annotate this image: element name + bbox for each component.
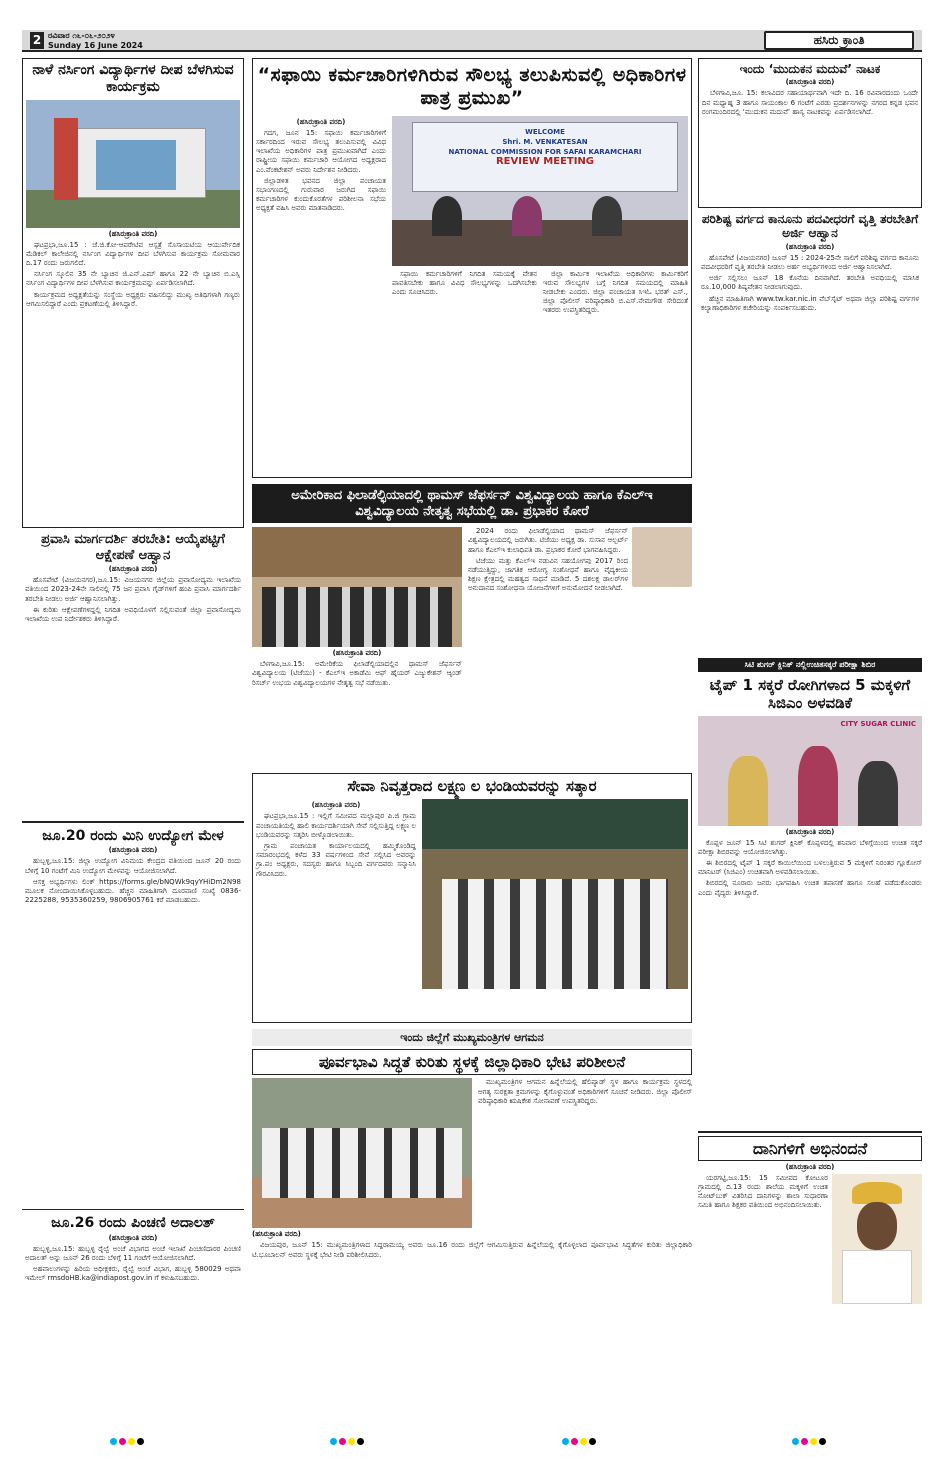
paragraph: ಮುಖ್ಯಮಂತ್ರಿಗಳ ಆಗಮನ ಹಿನ್ನೆಲೆಯಲ್ಲಿ ಹೆಲಿಪ್ಯಾಡ್ ಸ್ಥಳ ಹಾಗೂ ಕಾರ್ಯಕ್ರಮ ಸ್ಥಳದಲ್ಲಿ ಅಗತ್ಯ ಸುರಕ್ಷತಾ ಕ್ರಮಗಳನ್ನು ಕೈಗೊಳ್ಳುವಂತೆ ಅಧಿಕಾರಿಗಳಿಗೆ ಸೂಚನೆ ನೀಡಿದರು. ಜಿಲ್ಲಾ ಪೊಲೀಸ್ ವರಿಷ್ಠಾಧಿಕಾರಿ ಋಷಿಕೇಶ ಸೋನಾವಣೆ ಉಪಸ್ಥಿತರಿದ್ದರು. bbox=[478, 1078, 692, 1105]
article-sugar-camp bbox=[698, 658, 922, 1128]
paragraph: ಬೆಳಗಾವಿ,ಜೂ.15: ಅಮೇರಿಕೆಯ ಫಿಲಾಡೆಲ್ಫಿಯಾದಲ್ಲಿನ ಥಾಮಸ್ ಜೆಫರ್ಸನ್ ವಿಶ್ವವಿದ್ಯಾಲಯ (ಟಿಜೆಯು) - ಕೆಎಲ್‌ಇ ಅಕಾಡೆಮಿ ಆಫ್ ಹೈಯರ್ ಎಜ್ಯುಕೇಶನ್ ಆ್ಯಂಡ್ ರಿಸರ್ಚ್ ಉಭಯ ವಿಶ್ವವಿದ್ಯಾಲಯಗಳ ನೇತೃತ್ವ ಸಭೆ ನಡೆಯಿತು. bbox=[252, 660, 462, 687]
camp-photo bbox=[698, 716, 922, 826]
article-retirement bbox=[252, 773, 692, 1023]
credit: (ಹಸಿರುಕ್ರಾಂತಿ ವರದಿ) bbox=[332, 649, 382, 658]
paragraph: ಆಸಕ್ತ ಅಭ್ಯರ್ಥಿಗಳು ಲಿಂಕ್ https://forms.gle/bNQWk9qyYHiDm2N98 ಮೂಲಕ ನೋಂದಾಯಿಸಿಕೊಳ್ಳಬಹುದು. ಹೆಚ್ಚಿನ ಮಾಹಿತಿಗಾಗಿ ದೂರವಾಣಿ ಸಂಖ್ಯೆ 0836-2225288, 9535360259, 9806905761 ಕರೆ ಮಾಡಬಹುದು. bbox=[25, 877, 241, 905]
paragraph: ಹುಬ್ಬಳ್ಳಿ,ಜೂ.15: ಜಿಲ್ಲಾ ಉದ್ಯೋಗ ವಿನಿಮಯ ಕೇಂದ್ರದ ವತಿಯಿಂದ ಜೂನ್ 20 ರಂದು ಬೆಳಿಗ್ಗೆ 10 ಗಂಟೆಗೆ ಮಿನಿ ಉದ್ಯೋಗ ಮೇಳವನ್ನು ಆಯೋಜಿಸಲಾಗಿದೆ. bbox=[25, 857, 241, 875]
kicker: ಇಂದು ಜಿಲ್ಲೆಗೆ ಮುಖ್ಯಮಂತ್ರಿಗಳ ಆಗಮನ bbox=[252, 1029, 692, 1046]
headline: ದಾನಿಗಳಿಗೆ ಅಭಿನಂದನೆ bbox=[698, 1136, 922, 1161]
paragraph: ನರ್ಸಿಂಗ ಸ್ಕೂಲಿನ 35 ನೇ ಬ್ಯಾಚಿನ ಜಿ.ಎನ್.ಎಮ್ ಹಾಗೂ 22 ನೇ ಬ್ಯಾಚಿನ ಬಿ.ಎಸ್ಸಿ ನರ್ಸಿಂಗ ವಿದ್ಯಾರ್ಥಿಗಳ ದೀಪ ಬೆಳಗಿಸುವ ಕಾರ್ಯಕ್ರಮವನ್ನು ಏರ್ಪಡಿಸಲಾಗಿದೆ. bbox=[26, 270, 240, 288]
headline: ಸೇವಾ ನಿವೃತ್ತರಾದ ಲಕ್ಷ್ಮಣ ಲ ಭಂಡಿಯವರನ್ನು ಸತ್ಕಾರ bbox=[347, 777, 597, 796]
article-body bbox=[25, 857, 241, 905]
article-safai bbox=[252, 58, 692, 478]
article-body bbox=[256, 116, 386, 316]
registration-marks bbox=[330, 1438, 364, 1445]
credit: (ಹಸಿರುಕ್ರಾಂತಿ ವರದಿ) bbox=[785, 827, 835, 836]
credit: (ಹಸಿರುಕ್ರಾಂತಿ ವರದಿ) bbox=[785, 78, 835, 87]
headline: ಪ್ರವಾಸಿ ಮಾರ್ಗದರ್ಶಿ ತರಬೇತಿ: ಆಯ್ಕೆಪಟ್ಟಿಗೆ ಆಕ್ಷೇಪಣೆ ಆಹ್ವಾನ bbox=[41, 532, 225, 563]
paragraph: ಸಫಾಯಿ ಕರ್ಮಚಾರಿಗಳಿಗೆ ನಿಗದಿತ ಸಮಯಕ್ಕೆ ವೇತನ ಪಾವತಿಸಬೇಕು ಹಾಗೂ ವಿವಿಧ ಸೌಲಭ್ಯಗಳನ್ನು ಒದಗಿಸಬೇಕು ಎಂದು ಸೂಚಿಸಿದರು. bbox=[392, 269, 537, 296]
date-kannada: ರವಿವಾರ ೧೬-೦೬-೨೦೨೪ bbox=[48, 31, 115, 40]
credit: (ಹಸಿರುಕ್ರಾಂತಿ ವರದಿ) bbox=[296, 117, 346, 126]
article-donors bbox=[698, 1136, 922, 1366]
date-english: Sunday 16 June 2024 bbox=[48, 41, 143, 50]
article-tourist-guide bbox=[22, 528, 244, 818]
delegation-group-photo bbox=[252, 527, 462, 647]
headline: ಇಂದು ‘ಮುದುಕನ ಮದುವೆ’ ನಾಟಕ bbox=[739, 62, 881, 76]
article-nursing bbox=[22, 58, 244, 528]
paragraph: ಘಟಪ್ರಭಾ,ಜೂ.15 : ಜೆ.ಜಿ.ಕೋ-ಆಪರೇಟಿವ ಆಸ್ಪತ್ರೆ ಸೊಸಾಯಟಿಯ ಆಯುರ್ವೇದಿಕ ಮೆಡಿಕಲ್ ಕಾಲೇಜಿನಲ್ಲಿ ನರ್ಸಿಂಗ ವಿದ್ಯಾರ್ಥಿಗಳ ದೀಪ ಬೆಳಗಿಸುವ ಕಾರ್ಯಕ್ರಮ ಸೋಮವಾರ ದಿ.17 ರಂದು ಜರುಗಲಿದೆ. bbox=[26, 240, 240, 267]
paragraph: ಶಿಬಿರದಲ್ಲಿ ನೂರಾರು ಜನರು ಭಾಗವಹಿಸಿ ಉಚಿತ ತಪಾಸಣೆ ಹಾಗೂ ಸಲಹೆ ಪಡೆದುಕೊಂಡರು ಎಂದು ವೈದ್ಯರು ತಿಳಿಸಿದ್ದಾರೆ. bbox=[698, 879, 922, 897]
article-body bbox=[25, 576, 241, 624]
paragraph: ಅಹವಾಲುಗಳನ್ನು ಹಿರಿಯ ಅಧೀಕ್ಷಕರು, ರೈಲ್ವೆ ಅಂಚೆ ವಿಭಾಗ, ಹುಬ್ಬಳ್ಳಿ 580029 ಅಥವಾ ಇಮೇಲ್ rmsdoHB.ka@indiapost.gov.in ಗೆ ಕಳುಹಿಸಬಹುದು. bbox=[25, 1265, 241, 1283]
college-building-photo bbox=[26, 100, 240, 228]
paragraph: ಜಿಲ್ಲಾ ಕಾರ್ಮಿಕ ಇಲಾಖೆಯ ಅಧಿಕಾರಿಗಳು ಕಾರ್ಮಿಕರಿಗೆ ಇರುವ ಸೌಲಭ್ಯಗಳ ಬಗ್ಗೆ ನಿಗದಿತ ಸಮಯದಲ್ಲಿ ಮಾಹಿತಿ ನೀಡಬೇಕು ಎಂದರು. ಜಿಲ್ಲಾ ಪಂಚಾಯತ ಸಿಇಓ ಭರತ್ ಎಸ್., ಜಿಲ್ಲಾ ಪೊಲೀಸ್ ವರಿಷ್ಠಾಧಿಕಾರಿ ಬಿ.ಎಸ್.ನೇಮಗೌಡ ಸೇರಿದಂತೆ ಇತರರು ಉಪಸ್ಥಿತರಿದ್ದರು. bbox=[543, 269, 688, 315]
paragraph: ವಿಜಯಪುರ, ಜೂನ್ 15: ಮುಖ್ಯಮಂತ್ರಿಗಳಾದ ಸಿದ್ದರಾಮಯ್ಯ ಅವರು ಜೂ.16 ರಂದು ಜಿಲ್ಲೆಗೆ ಆಗಮಿಸುತ್ತಿರುವ ಹಿನ್ನೆಲೆಯಲ್ಲಿ ಕೈಗೊಳ್ಳಲಾದ ಪೂರ್ವಭಾವಿ ಸಿದ್ಧತೆಗಳ ಕುರಿತು ಜಿಲ್ಲಾಧಿಕಾರಿ ಟಿ.ಭೂಬಾಲನ್ ಅವರು ಸ್ಥಳಕ್ಕೆ ಭೇಟಿ ನೀಡಿ ಪರಿಶೀಲಿಸಿದರು. bbox=[252, 1241, 692, 1259]
headline: ಟೈಪ್ 1 ಸಕ್ಕರೆ ರೋಗಿಗಳಾದ 5 ಮಕ್ಕಳಿಗೆ ಸಿಜಿಎಂ ಅಳವಡಿಕೆ bbox=[709, 675, 911, 712]
article-body bbox=[252, 660, 462, 688]
article-drama bbox=[698, 58, 922, 208]
credit: (ಹಸಿರುಕ್ರಾಂತಿ ವರದಿ) bbox=[108, 565, 158, 574]
masthead-logo: ಹಸಿರು ಕ್ರಾಂತಿ bbox=[764, 31, 914, 50]
article-pension-adalat bbox=[22, 1213, 244, 1423]
banner-text: NATIONAL COMMISSION FOR SAFAI KARAMCHARI bbox=[448, 147, 642, 156]
credit: (ಹಸಿರುಕ್ರಾಂತಿ ವರದಿ) bbox=[252, 1230, 301, 1239]
credit: (ಹಸಿರುಕ್ರಾಂತಿ ವರದಿ) bbox=[785, 1162, 835, 1171]
article-job-fair bbox=[22, 826, 244, 1206]
article-body bbox=[25, 1245, 241, 1284]
dc-inspection-photo bbox=[252, 1078, 472, 1228]
paragraph: ಈ ಕುರಿತು ಆಕ್ಷೇಪಣೆಗಳಿದ್ದಲ್ಲಿ ನಿಗದಿತ ಅವಧಿಯೊಳಗೆ ಸಲ್ಲಿಸುವಂತೆ ಜಿಲ್ಲಾ ಪ್ರವಾಸೋದ್ಯಮ ಇಲಾಖೆಯ ಉಪ ನಿರ್ದೇಶಕರು ತಿಳಿಸಿದ್ದಾರೆ. bbox=[25, 605, 241, 623]
paragraph: ಬೆಳಗಾವಿ,ಜೂ. 15: ಕಲಾವಿದರ ಸಹಾಯಾರ್ಥವಾಗಿ ಇದೇ ದಿ. 16 ರವಿವಾರದಂದು ಒಂದೇ ದಿನ ಮಧ್ಯಾಹ್ನ 3 ಹಾಗೂ ಸಾಯಂಕಾಲ 6 ಗಂಟೆಗೆ ಎರಡು ಪ್ರದರ್ಶನಗಳನ್ನು ನಗರದ ಕನ್ನಡ ಭವನ ರಂಗಮಂದಿರದಲ್ಲಿ ‘ಮುದುಕನ ಮದುವೆ’ ಹಾಸ್ಯ ನಾಟಕವನ್ನು ಏರ್ಪಡಿಸಲಾಗಿದೆ. bbox=[702, 89, 918, 116]
credit: (ಹಸಿರುಕ್ರಾಂತಿ ವರದಿ) bbox=[108, 229, 158, 238]
article-body bbox=[698, 839, 922, 898]
article-body bbox=[392, 270, 688, 316]
credit: (ಹಸಿರುಕ್ರಾಂತಿ ವರದಿ) bbox=[785, 242, 835, 251]
paragraph: ಗದಗ, ಜೂನ 15: ಸಫಾಯಿ ಕರ್ಮಚಾರಿಗಳಿಗೆ ಸರ್ಕಾರದಿಂದ ಇರುವ ಸೌಲಭ್ಯ ತಲುಪಿಸುವಲ್ಲಿ ವಿವಿಧ ಇಲಾಖೆಯ ಅಧಿಕಾರಿಗಳ ಪಾತ್ರ ಪ್ರಮುಖವಾಗಿದೆ ಎಂದು ರಾಷ್ಟ್ರೀಯ ಸಫಾಯಿ ಕರ್ಮಚಾರಿ ಆಯೋಗದ ಅಧ್ಯಕ್ಷರಾದ ಎಂ.ವೆಂಕಟೇಶನ್ ಅವರು ನಿರ್ದೇಶನ ನೀಡಿದರು. bbox=[256, 128, 386, 174]
article-body bbox=[701, 254, 919, 313]
paragraph: ಕಾರ್ಯಕ್ರಮದ ಅಧ್ಯಕ್ಷತೆಯನ್ನು ಸಂಸ್ಥೆಯ ಅಧ್ಯಕ್ಷರು ವಹಿಸಲಿದ್ದು ಮುಖ್ಯ ಅತಿಥಿಗಳಾಗಿ ಗಣ್ಯರು ಆಗಮಿಸಲಿದ್ದಾರೆ ಎಂದು ಪ್ರಕಟಣೆಯಲ್ಲಿ ತಿಳಿಸಿದ್ದಾರೆ. bbox=[26, 290, 240, 308]
banner-text: WELCOME bbox=[525, 127, 565, 136]
divider bbox=[22, 1209, 244, 1211]
article-law-training bbox=[698, 208, 922, 658]
felicitation-photo bbox=[422, 799, 688, 989]
divider bbox=[698, 1131, 922, 1133]
article-cm-visit bbox=[252, 1029, 692, 1289]
article-body bbox=[698, 1174, 828, 1304]
column-center bbox=[252, 58, 692, 1289]
column-left bbox=[22, 58, 244, 1423]
article-body bbox=[26, 241, 240, 309]
article-kle bbox=[252, 527, 692, 767]
top-bar bbox=[22, 30, 922, 52]
paragraph: ಘಟಪ್ರಭಾ,ಜೂ.15 : ಇಲ್ಲಿಗೆ ಸಮೀಪದ ಮಲ್ಲಾಪುರ ಪಿ.ಜಿ ಗ್ರಾಮ ಪಂಚಾಯತಿಯಲ್ಲಿ ಹಾಲಿ ಕಾರ್ಯದರ್ಶಿಯಾಗಿ ಸೇವೆ ಸಲ್ಲಿಸುತ್ತಿದ್ದ ಲಕ್ಷ್ಮಣ ಲ ಭಂಡಿಯವರನ್ನು ಸತ್ಕರಿಸಿ ಬೀಳ್ಕೊಡಲಾಯಿತು. bbox=[256, 812, 416, 839]
headline: ಪರಿಶಿಷ್ಟ ವರ್ಗದ ಕಾನೂನು ಪದವೀಧರಗೆ ವೃತ್ತಿ ತರಬೇತಿಗೆ ಅರ್ಜಿ ಆಹ್ವಾನ bbox=[701, 212, 919, 241]
column-right bbox=[698, 58, 922, 1366]
paragraph: 2024 ರಂದು ಫಿಲಾಡೆಲ್ಫಿಯಾದ ಥಾಮಸ್ ಜೆಫರ್ಸನ್ ವಿಶ್ವವಿದ್ಯಾಲಯದಲ್ಲಿ ಜರುಗಿತು. ಟಿಜೆಯು ಅಧ್ಯಕ್ಷ ಡಾ. ಸುಸಾನ ಆಲ್ಬರ್ಟ್ ಹಾಗೂ ಕೆಎಲ್‌ಇ ಕುಲಾಧಿಪತಿ ಡಾ. ಪ್ರಭಾಕರ ಕೋರೆ ಭಾಗವಹಿಸಿದ್ದರು. bbox=[468, 527, 628, 554]
article-body bbox=[702, 89, 918, 117]
banner-text: Shri. M. VENKATESAN bbox=[502, 137, 588, 146]
paragraph: ಹೊಸಪೇಟೆ (ವಿಜಯನಗರ) ಜೂನ್ 15 : 2024-25ನೇ ಸಾಲಿಗೆ ಪರಿಶಿಷ್ಟ ವರ್ಗದ ಕಾನೂನು ಪದವೀಧರರಿಗೆ ವೃತ್ತಿ ತರಬೇತಿ ನೀಡಲು ಅರ್ಹ ಅಭ್ಯರ್ಥಿಗಳಿಂದ ಅರ್ಜಿ ಆಹ್ವಾನಿಸಲಾಗಿದೆ. bbox=[701, 253, 919, 271]
headline: “ಸಫಾಯಿ ಕರ್ಮಚಾರಿಗಳಿಗಿರುವ ಸೌಲಭ್ಯ ತಲುಪಿಸುವಲ್ಲಿ ಅಧಿಕಾರಿಗಳ ಪಾತ್ರ ಪ್ರಮುಖ” bbox=[257, 64, 687, 109]
registration-marks bbox=[562, 1438, 596, 1445]
paragraph: ಜಿಲ್ಲಾಡಳಿತ ಭವನದ ಜಿಲ್ಲಾ ಪಂಚಾಯತ ಸಭಾಂಗಣದಲ್ಲಿ ಗುರುವಾರ ಜರುಗಿದ ಸಫಾಯಿ ಕರ್ಮಚಾರಿಗಳ ಕುಂದುಕೊರತೆಗಳ ಪರಿಶೀಲನಾ ಸಭೆಯ ಅಧ್ಯಕ್ಷತೆ ವಹಿಸಿ ಅವರು ಮಾತನಾಡಿದರು. bbox=[256, 176, 386, 213]
page-number: 2 bbox=[30, 32, 44, 49]
paragraph: ಟಿಜೆಯು ಮತ್ತು ಕೆಎಲ್‌ಇ ನಡುವಿನ ಸಹಯೋಗವು 2017 ರಿಂದ ನಡೆಯುತ್ತಿದ್ದು, ಜಾಗತಿಕ ಆರೋಗ್ಯ ಸಂಶೋಧನೆ ಹಾಗೂ ವೈದ್ಯಕೀಯ ಶಿಕ್ಷಣ ಕ್ಷೇತ್ರದಲ್ಲಿ ಮಹತ್ವದ ಸಾಧನೆ ಮಾಡಿದೆ. 5 ದಶಲಕ್ಷ ಡಾಲರ್‌ಗಳ ಅನುದಾನದ ಸಂಶೋಧನಾ ಯೋಜನೆಗಳಿಗೆ ಅನುಮೋದನೆ ನೀಡಲಾಗಿದೆ. bbox=[468, 556, 628, 593]
credit: (ಹಸಿರುಕ್ರಾಂತಿ ವರದಿ) bbox=[108, 1233, 158, 1242]
paragraph: ಹೊಸಪೇಟೆ (ವಿಜಯನಗರ),ಜೂ.15: ವಿಜಯನಗರ ಜಿಲ್ಲೆಯ ಪ್ರವಾಸೋದ್ಯಮ ಇಲಾಖೆಯ ವತಿಯಿಂದ 2023-24ನೇ ಸಾಲಿನಲ್ಲಿ 75 ಜನ ಪ್ರವಾಸಿ ಗೈಡ್‌ಗಳಿಗೆ ಹಂಪಿ ಪ್ರವಾಸಿ ಮಾರ್ಗದರ್ಶಿ ತರಬೇತಿ ನೀಡಲು ಅರ್ಜಿ ಆಹ್ವಾನಿಸಲಾಗಿತ್ತು. bbox=[25, 576, 241, 603]
headline: ಪೂರ್ವಭಾವಿ ಸಿದ್ಧತೆ ಕುರಿತು ಸ್ಥಳಕ್ಕೆ ಜಿಲ್ಲಾಧಿಕಾರಿ ಭೇಟಿ ಪರಿಶೀಲನೆ bbox=[252, 1049, 692, 1075]
headline: ಜೂ.26 ರಂದು ಪಿಂಚಣಿ ಅದಾಲತ್ bbox=[51, 1215, 215, 1231]
article-body bbox=[468, 527, 692, 767]
article-body bbox=[478, 1078, 692, 1228]
clinic-banner-text: CITY SUGAR CLINIC bbox=[840, 719, 916, 728]
portrait-photo bbox=[632, 527, 692, 587]
paragraph: ಹುಬ್ಬಳ್ಳಿ,ಜೂ.15: ಹುಬ್ಬಳ್ಳಿ ರೈಲ್ವೆ ಅಂಚೆ ವಿಭಾಗದ ಅಂಚೆ ಇಲಾಖೆ ಪಿಂಚಣಿದಾರರ ಪಿಂಚಣಿ ಅದಾಲತ್ ಅನ್ನು ಜೂನ್ 26 ರಂದು ಬೆಳಿಗ್ಗೆ 11 ಗಂಟೆಗೆ ಆಯೋಜಿಸಲಾಗಿದೆ. bbox=[25, 1244, 241, 1262]
paragraph: ಹೆಚ್ಚಿನ ಮಾಹಿತಿಗಾಗಿ www.tw.kar.nic.in ವೆಬ್‌ಸೈಟ್ ಅಥವಾ ಜಿಲ್ಲಾ ಪರಿಶಿಷ್ಟ ವರ್ಗಗಳ ಕಲ್ಯಾಣಾಧಿಕಾರಿಗಳ ಕಚೇರಿಯನ್ನು ಸಂಪರ್ಕಿಸಬಹುದು. bbox=[701, 294, 919, 312]
banner-text: REVIEW MEETING bbox=[495, 155, 595, 167]
headline-banner: ಅಮೇರಿಕಾದ ಫಿಲಾಡೆಲ್ಫಿಯಾದಲ್ಲಿ ಥಾಮಸ್ ಜೆಫರ್ಸನ್ ವಿಶ್ವವಿದ್ಯಾಲಯ ಹಾಗೂ ಕೆಎಲ್‌ಇ ವಿಶ್ವವಿದ್ಯಾಲಯ ನೇತೃತ್ವ ಸಭೆಯಲ್ಲಿ ಡಾ. ಪ್ರಭಾಕರ ಕೋರೆ bbox=[252, 484, 692, 523]
newspaper-page bbox=[22, 30, 922, 1445]
headline: ಜೂ.20 ರಂದು ಮಿನಿ ಉದ್ಯೋಗ ಮೇಳ bbox=[42, 827, 224, 844]
review-meeting-photo bbox=[392, 116, 688, 266]
credit: (ಹಸಿರುಕ್ರಾಂತಿ ವರದಿ) bbox=[108, 846, 158, 855]
article-body bbox=[256, 799, 416, 989]
headline: ನಾಳೆ ನರ್ಸಿಂಗ ವಿದ್ಯಾರ್ಥಿಗಳ ದೀಪ ಬೆಳಗಿಸುವ ಕಾರ್ಯಕ್ರಮ bbox=[32, 62, 234, 95]
divider bbox=[22, 821, 244, 823]
article-body bbox=[252, 1241, 692, 1259]
registration-marks bbox=[792, 1438, 826, 1445]
registration-marks bbox=[110, 1438, 144, 1445]
paragraph: ಯರಗಟ್ಟಿ,ಜೂ.15: 15 ಸಮೀಪದ ಕೋಟೂರ ಗ್ರಾಮದಲ್ಲಿ ದಿ.13 ರಂದು ಶಾಲೆಯ ಮಕ್ಕಳಿಗೆ ಉಚಿತ ನೋಟ್‌ಬುಕ್ ವಿತರಿಸಿದ ದಾನಿಗಳನ್ನು ಶಾಲಾ ಸುಧಾರಣಾ ಸಮಿತಿ ಹಾಗೂ ಶಿಕ್ಷಕರ ವತಿಯಿಂದ ಅಭಿನಂದಿಸಲಾಯಿತು. bbox=[698, 1173, 828, 1210]
paragraph: ಈ ಶಿಬಿರದಲ್ಲಿ ಟೈಪ್ 1 ಸಕ್ಕರೆ ಕಾಯಿಲೆಯಿಂದ ಬಳಲುತ್ತಿರುವ 5 ಮಕ್ಕಳಿಗೆ ನಿರಂತರ ಗ್ಲೂಕೋಸ್ ಮಾನಿಟರ್ (ಸಿಜಿಎಂ) ಉಚಿತವಾಗಿ ಅಳವಡಿಸಲಾಯಿತು. bbox=[698, 859, 922, 877]
donor-portrait-photo bbox=[832, 1174, 922, 1304]
issue-date bbox=[48, 31, 143, 51]
paragraph: ಗ್ರಾಮ ಪಂಚಾಯತ ಕಾರ್ಯಾಲಯದಲ್ಲಿ ಹಮ್ಮಿಕೊಂಡಿದ್ದ ಸಮಾರಂಭದಲ್ಲಿ ಕಳೆದ 33 ವರ್ಷಗಳಿಂದ ಸೇವೆ ಸಲ್ಲಿಸಿದ ಅವರನ್ನು ಗ್ರಾ.ಪಂ ಅಧ್ಯಕ್ಷರು, ಸದಸ್ಯರು ಹಾಗೂ ಸಿಬ್ಬಂದಿ ವರ್ಗದವರು ಸನ್ಮಾನಿಸಿ ಗೌರವಿಸಿದರು. bbox=[256, 842, 416, 878]
kicker: ಸಿಟಿ ಶುಗರ್ ಕ್ಲಿನಿಕ್ ನಲ್ಲಿಉಚಿತಸಕ್ಕರೆ ಪರೀಕ್ಷಾ ಶಿಬಿರ bbox=[698, 658, 922, 672]
paragraph: ಅರ್ಜಿ ಸಲ್ಲಿಸಲು ಜೂನ್ 18 ಕೊನೆಯ ದಿನವಾಗಿದೆ. ತರಬೇತಿ ಅವಧಿಯಲ್ಲಿ ಮಾಸಿಕ ರೂ.10,000 ಶಿಷ್ಯವೇತನ ನೀಡಲಾಗುವುದು. bbox=[701, 274, 919, 292]
paragraph: ಕೊಪ್ಪಳ ಜೂನ್ 15 ಸಿಟಿ ಶುಗರ್ ಕ್ಲಿನಿಕ್ ಕೊಪ್ಪಳದಲ್ಲಿ ಶನಿವಾರ ಬೆಳಿಗ್ಗೆಯಿಂದ ಉಚಿತ ಸಕ್ಕರೆ ಪರೀಕ್ಷಾ ಶಿಬಿರವನ್ನು ಆಯೋಜಿಸಲಾಗಿತ್ತು. bbox=[698, 838, 922, 856]
credit: (ಹಸಿರುಕ್ರಾಂತಿ ವರದಿ) bbox=[311, 801, 361, 810]
